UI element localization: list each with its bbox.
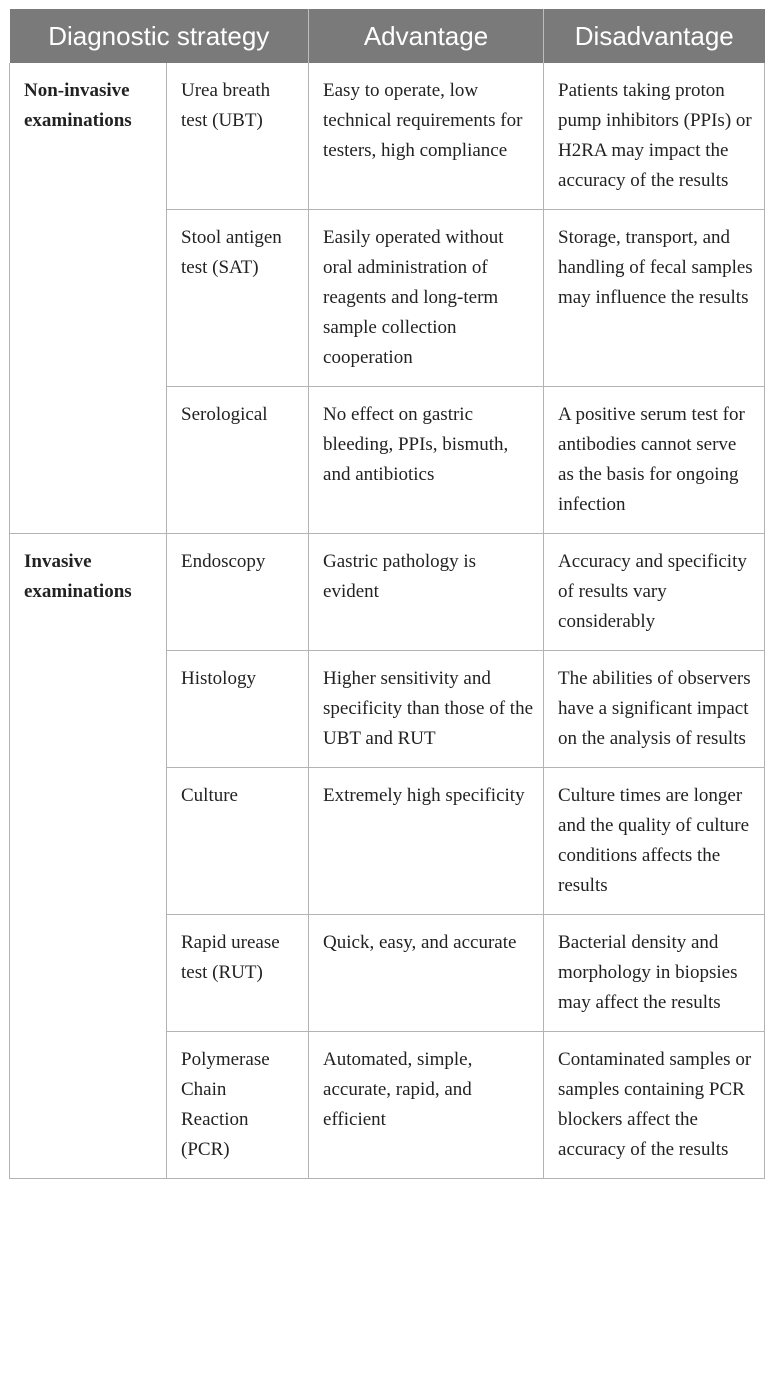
method-cell: Endoscopy xyxy=(167,534,309,651)
method-cell: Culture xyxy=(167,768,309,915)
advantage-cell: Easily operated without oral administration of reagents and long-term sample collection cooperation xyxy=(309,210,544,387)
advantage-cell: Automated, simple, accurate, rapid, and efficient xyxy=(309,1032,544,1179)
disadvantage-cell: Culture times are longer and the quality of culture conditions affects the results xyxy=(544,768,765,915)
method-cell: Stool antigen test (SAT) xyxy=(167,210,309,387)
diagnostic-strategy-table xyxy=(9,9,765,1179)
table-header xyxy=(10,9,765,63)
disadvantage-cell: Bacterial density and morphology in biopsies may affect the results xyxy=(544,915,765,1032)
disadvantage-cell: Accuracy and specificity of results vary considerably xyxy=(544,534,765,651)
group-label-invasive: Invasive examinations xyxy=(10,534,167,1179)
disadvantage-cell: Contaminated samples or samples containing PCR blockers affect the accuracy of the results xyxy=(544,1032,765,1179)
advantage-cell: Easy to operate, low technical requirements for testers, high compliance xyxy=(309,63,544,210)
method-cell: Histology xyxy=(167,651,309,768)
table-body xyxy=(10,63,765,1179)
table-row xyxy=(10,534,765,651)
header-disadvantage: Disadvantage xyxy=(544,9,765,63)
method-cell: Rapid urease test (RUT) xyxy=(167,915,309,1032)
disadvantage-cell: Storage, transport, and handling of fecal samples may influence the results xyxy=(544,210,765,387)
advantage-cell: Extremely high specificity xyxy=(309,768,544,915)
method-cell: Urea breath test (UBT) xyxy=(167,63,309,210)
advantage-cell: Quick, easy, and accurate xyxy=(309,915,544,1032)
disadvantage-cell: Patients taking proton pump inhibitors (PPIs) or H2RA may impact the accuracy of the results xyxy=(544,63,765,210)
advantage-cell: No effect on gastric bleeding, PPIs, bismuth, and antibiotics xyxy=(309,387,544,534)
method-cell: Serological xyxy=(167,387,309,534)
disadvantage-cell: A positive serum test for antibodies cannot serve as the basis for ongoing infection xyxy=(544,387,765,534)
advantage-cell: Gastric pathology is evident xyxy=(309,534,544,651)
advantage-cell: Higher sensitivity and specificity than those of the UBT and RUT xyxy=(309,651,544,768)
method-cell: Polymerase Chain Reaction (PCR) xyxy=(167,1032,309,1179)
header-row xyxy=(10,9,765,63)
disadvantage-cell: The abilities of observers have a significant impact on the analysis of results xyxy=(544,651,765,768)
header-advantage: Advantage xyxy=(309,9,544,63)
table-row xyxy=(10,63,765,210)
group-label-non-invasive: Non-invasive examinations xyxy=(10,63,167,534)
header-diagnostic-strategy: Diagnostic strategy xyxy=(10,9,309,63)
